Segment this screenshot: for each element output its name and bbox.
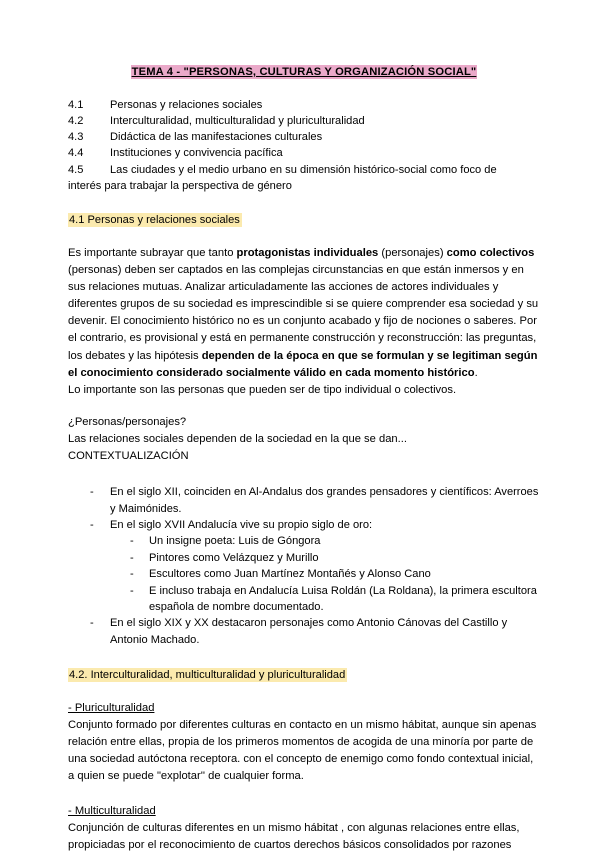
list-item-text: Pintores como Velázquez y Murillo [149, 551, 319, 564]
list-item [68, 566, 540, 582]
document-title-row [68, 62, 540, 81]
list-item [68, 484, 540, 517]
list-item [68, 533, 540, 549]
spacer [68, 399, 540, 414]
spacer [68, 683, 540, 700]
index-item-number: 4.1 [68, 98, 84, 111]
section-41-question: ¿Personas/personajes? [68, 415, 187, 428]
list-item-text: En el siglo XVII Andalucía vive su propio siglo de oro: [110, 518, 373, 531]
paragraph-part-3: (personas) deben ser captados en las complejas circunstancias en que están inmersos y en sus relaciones mutuas. Analizar articuladamente las acciones de actores individuales y diferentes grupos de su sociedad es imprescindible si se quiere comprender esa sociedad y su devenir. El conocimiento histórico no es un conjunto acabado y fijo de nociones o saberes. Por el contrario, es provisional y está en permanente construcción y reconstrucción: las preguntas, los debates y las hipótesis [68, 264, 539, 362]
bullet-dash-icon: - [90, 518, 94, 531]
bullet-dash-icon: - [130, 584, 134, 597]
section-41-lead-line-1: Las relaciones sociales dependen de la sociedad en la que se dan... [68, 432, 407, 445]
bullet-dash-icon: - [130, 551, 134, 564]
index-item-label: Interculturalidad, multiculturalidad y pluriculturalidad [110, 115, 365, 127]
spacer [68, 648, 540, 667]
list-item [68, 517, 540, 533]
section-heading-41-text: 4.1 Personas y relaciones sociales [69, 214, 240, 227]
paragraph-part-2: (personajes) [378, 247, 447, 260]
index-item [68, 113, 540, 129]
paragraph-part-4: . [474, 366, 478, 379]
section-heading-41 [68, 212, 540, 228]
section-heading-42 [68, 667, 540, 683]
section-41-lead-line-2: CONTEXTUALIZACIÓN [68, 450, 189, 463]
subsection-body-multiculturalidad: Conjunción de culturas diferentes en un mismo hábitat , con algunas relaciones entre ellas, propiciadas por el reconocimiento de cuartos derechos básicos consolidados por razones [68, 821, 520, 851]
index-item-number: 4.2 [68, 115, 84, 127]
index-item-number: 4.3 [68, 131, 84, 144]
spacer [68, 786, 540, 803]
list-item-text: En el siglo XIX y XX destacaron personajes como Antonio Cánovas del Castillo y Antonio Machado. [110, 617, 508, 646]
paragraph-bold-3: dependen de la época en que se formulan y se legitiman según el conocimiento considerado socialmente válido en cada momento histórico [68, 349, 538, 379]
spacer [68, 228, 540, 245]
subsection-title-multiculturalidad: - Multiculturalidad [68, 804, 156, 817]
list-item-text: En el siglo XII, coinciden en Al-Andalus dos grandes pensadores y científicos: Averroes y Maimónides. [110, 486, 539, 515]
paragraph-bold-2: como colectivos [446, 247, 535, 260]
index-item [68, 97, 540, 113]
list-item-text: Escultores como Juan Martínez Montañés y Alonso Cano [149, 568, 431, 581]
list-item [68, 615, 540, 648]
index-item-continuation: interés para trabajar la perspectiva de género [68, 179, 292, 192]
section-41-paragraph [68, 245, 540, 382]
index-item [68, 129, 540, 145]
index-item [68, 162, 540, 178]
index-item [68, 145, 540, 161]
bullet-dash-icon: - [90, 486, 94, 499]
list-item-text: Un insigne poeta: Luis de Góngora [149, 535, 321, 548]
section-heading-42-text: 4.2. Interculturalidad, multiculturalidad y pluriculturalidad [69, 669, 346, 682]
index-item-number: 4.5 [68, 163, 84, 176]
index-item-label: Las ciudades y el medio urbano en su dimensión histórico-social como foco de [110, 163, 497, 176]
list-item [68, 550, 540, 566]
section-41-bullet-list [68, 484, 540, 648]
index-item-label: Personas y relaciones sociales [110, 98, 263, 111]
paragraph-part-1: Es importante subrayar que tanto [68, 247, 237, 260]
list-item [68, 583, 540, 616]
section-index-list [68, 97, 540, 194]
page-title: TEMA 4 - "PERSONAS, CULTURAS Y ORGANIZACIÓN SOCIAL" [131, 66, 477, 78]
index-item-label: Didáctica de las manifestaciones culturales [110, 131, 323, 144]
index-item-number: 4.4 [68, 147, 84, 160]
index-item-label: Instituciones y convivencia pacífica [110, 147, 283, 160]
list-item-text: E incluso trabaja en Andalucía Luisa Roldán (La Roldana), la primera escultora española de nombre documentado. [149, 584, 537, 613]
bullet-dash-icon: - [130, 535, 134, 548]
subsection-title-pluriculturalidad: - Pluriculturalidad [68, 702, 155, 715]
bullet-dash-icon: - [130, 568, 134, 581]
paragraph-bold-1: protagonistas individuales [236, 247, 379, 260]
section-41-closing-line: Lo importante son las personas que pueden ser de tipo individual o colectivos. [68, 383, 457, 396]
bullet-dash-icon: - [90, 617, 94, 630]
spacer [68, 465, 540, 484]
subsection-body-pluriculturalidad: Conjunto formado por diferentes culturas en contacto en un mismo hábitat, aunque sin apenas relación entre ellas, propia de los primeros momentos de acogida de una minoría por parte de una sociedad autóctona receptora. con el concepto de enemigo como fondo contextual inicial, a quien se puede "explotar'' de cualquier forma. [68, 719, 537, 783]
